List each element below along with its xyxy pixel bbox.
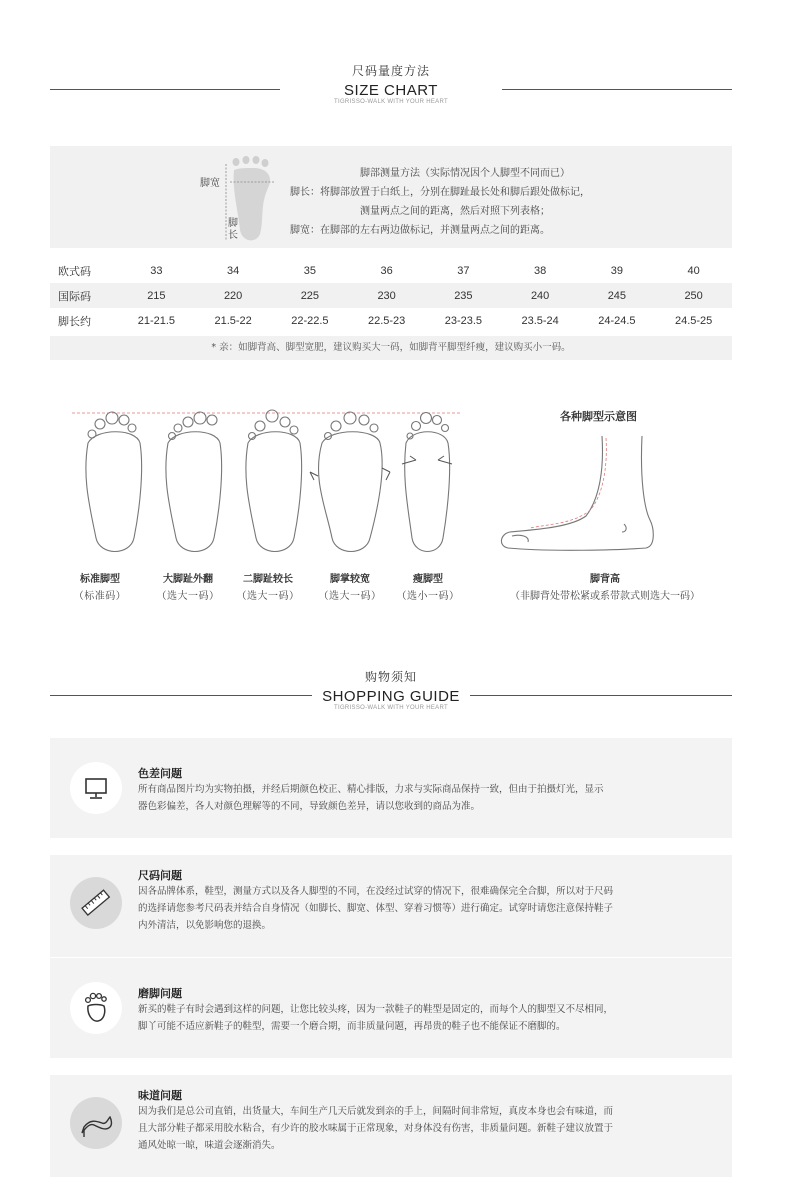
foot-type-advice: （标准码） — [73, 591, 127, 602]
guide-line: 所有商品图片均为实物拍摄，并经后期颜色校正、精心排版，力求与实际商品保持一致，但由于拍摄灯光，显示 — [138, 784, 604, 795]
size-chart-title-en: SIZE CHART — [344, 82, 438, 99]
guide-card-size — [50, 855, 732, 957]
guide-line: 脚丫可能不适应新鞋子的鞋型，需要一个磨合期，而非质量问题，再昂贵的鞋子也不能保证不磨脚的。 — [138, 1021, 566, 1032]
table-cell: 21-21.5 — [137, 314, 176, 327]
foot-type-name: 瘦脚型 — [413, 574, 443, 585]
table-cell: 225 — [300, 289, 320, 302]
table-row-eu — [50, 258, 732, 283]
guide-title: 尺码问题 — [138, 869, 182, 882]
measure-line: 测量两点之间的距离，然后对照下列表格； — [360, 206, 550, 217]
foot-type-advice: （选大一码） — [156, 591, 220, 602]
row-header: 国际码 — [58, 289, 91, 303]
table-cell: 235 — [454, 289, 473, 302]
guide-card-odor — [50, 1075, 732, 1177]
row-header: 脚长约 — [58, 314, 91, 328]
shopping-guide-title-en: SHOPPING GUIDE — [322, 688, 460, 705]
shopping-guide-header — [50, 668, 732, 711]
table-cell: 34 — [227, 264, 240, 277]
table-cell: 240 — [530, 289, 550, 302]
high-heel-icon — [70, 1097, 122, 1149]
table-cell: 23-23.5 — [444, 314, 483, 327]
side-foot-name: 脚背高 — [590, 574, 620, 585]
table-cell: 36 — [380, 264, 393, 277]
table-cell: 23.5-24 — [521, 314, 559, 327]
table-cell: 22-22.5 — [291, 314, 329, 327]
guide-body — [138, 1001, 718, 1035]
table-cell: 24-24.5 — [598, 314, 636, 327]
measure-line: 脚宽：在脚部的左右两边做标记，并测量两点之间的距离。 — [290, 225, 550, 236]
table-cell: 39 — [610, 264, 623, 277]
foot-length-label: 脚长 — [228, 218, 238, 241]
foot-type-advice: （选大一码） — [318, 591, 382, 602]
shopping-guide-title-cn: 购物须知 — [364, 670, 417, 684]
table-row-intl — [50, 283, 732, 308]
guide-line: 新买的鞋子有时会遇到这样的问题，让您比较头疼，因为一款鞋子的鞋型是固定的，而每个人的脚型又不尽相同， — [138, 1004, 614, 1015]
guide-line: 且大部分鞋子都采用胶水粘合，有少许的胶水味属于正常现象，对身体没有伤害，非质量问题。新鞋子建议放置于 — [138, 1123, 614, 1134]
high-instep-illustration — [490, 398, 740, 608]
foot-type-advice: （选小一码） — [396, 591, 460, 602]
guide-line: 器色彩偏差，各人对颜色理解等的不同，导致颜色差异，请以您收到的商品为准。 — [138, 801, 481, 812]
foot-measure-illustration — [150, 150, 290, 246]
foot-type-advice: （选大一码） — [236, 591, 300, 602]
size-chart-title-cn: 尺码量度方法 — [351, 64, 430, 78]
guide-title: 磨脚问题 — [138, 987, 182, 1000]
table-cell: 33 — [150, 264, 163, 277]
table-cell: 215 — [147, 289, 166, 302]
table-cell: 230 — [377, 289, 396, 302]
row-header: 欧式码 — [58, 264, 91, 278]
table-cell: 24.5-25 — [674, 314, 713, 327]
measure-method-box — [50, 146, 732, 248]
table-row-length — [50, 308, 732, 333]
table-cell: 21.5-22 — [214, 314, 252, 327]
guide-line: 的选择请您参考尺码表并结合自身情况（如脚长、脚宽、体型、穿着习惯等）进行确定。试穿时请您注意保持鞋子 — [138, 903, 614, 914]
size-chart-tagline: TIGRISSO-WALK WITH YOUR HEART — [334, 99, 448, 105]
table-cell: 35 — [303, 264, 316, 277]
size-chart-header — [50, 62, 732, 105]
measure-line: 脚长：将脚部放置于白纸上，分别在脚趾最长处和脚后跟处做标记， — [290, 187, 590, 198]
foot-type-name: 二脚趾较长 — [243, 574, 293, 585]
guide-line: 通风处晾一晾，味道会逐渐消失。 — [138, 1140, 281, 1151]
foot-types-illustration — [60, 398, 480, 608]
monitor-icon — [70, 762, 122, 814]
footprint-icon — [70, 982, 122, 1034]
size-advice-note: * 亲：如脚背高、脚型宽肥，建议购买大一码，如脚背平脚型纤瘦，建议购买小一码。 — [50, 336, 732, 360]
foot-types-outline-icon — [60, 398, 480, 563]
side-foot-icon — [490, 428, 720, 578]
guide-line: 内外清洁，以免影响您的退换。 — [138, 920, 272, 931]
guide-card-rubbing — [50, 958, 732, 1058]
size-table — [50, 258, 732, 333]
guide-title: 味道问题 — [138, 1089, 182, 1102]
ruler-icon — [70, 877, 122, 929]
guide-line: 因各品牌体系，鞋型，测量方式以及各人脚型的不同，在没经过试穿的情况下，很难确保完全合脚，所以对于尺码 — [138, 886, 614, 897]
guide-card-color — [50, 738, 732, 838]
table-cell: 250 — [684, 289, 703, 302]
foot-type-name: 标准脚型 — [80, 574, 120, 585]
guide-body — [138, 781, 718, 815]
shopping-guide-tagline: TIGRISSO-WALK WITH YOUR HEART — [334, 705, 448, 711]
guide-body — [138, 883, 718, 934]
foot-width-label: 脚宽 — [200, 178, 220, 189]
foot-type-name: 脚掌较宽 — [330, 574, 370, 585]
table-cell: 38 — [534, 264, 547, 277]
table-cell: 22.5-23 — [367, 314, 406, 327]
foot-outline-icon — [150, 150, 290, 246]
table-cell: 245 — [607, 289, 627, 302]
foot-type-name: 大脚趾外翻 — [163, 574, 213, 585]
guide-line: 因为我们是总公司直销，出货量大，车间生产几天后就发到亲的手上，间隔时间非常短，真皮本身也会有味道，而 — [138, 1106, 614, 1117]
measure-line: 脚部测量方法（实际情况因个人脚型不同而已） — [360, 168, 570, 179]
table-cell: 40 — [687, 264, 700, 277]
measure-instructions — [290, 164, 710, 240]
table-cell: 37 — [457, 264, 470, 277]
table-cell: 220 — [223, 289, 243, 302]
foot-types-diagram-title: 各种脚型示意图 — [560, 410, 637, 423]
guide-body — [138, 1103, 718, 1154]
side-foot-advice: （非脚背处带松紧或系带款式则选大一码） — [510, 591, 700, 602]
guide-title: 色差问题 — [138, 767, 182, 780]
